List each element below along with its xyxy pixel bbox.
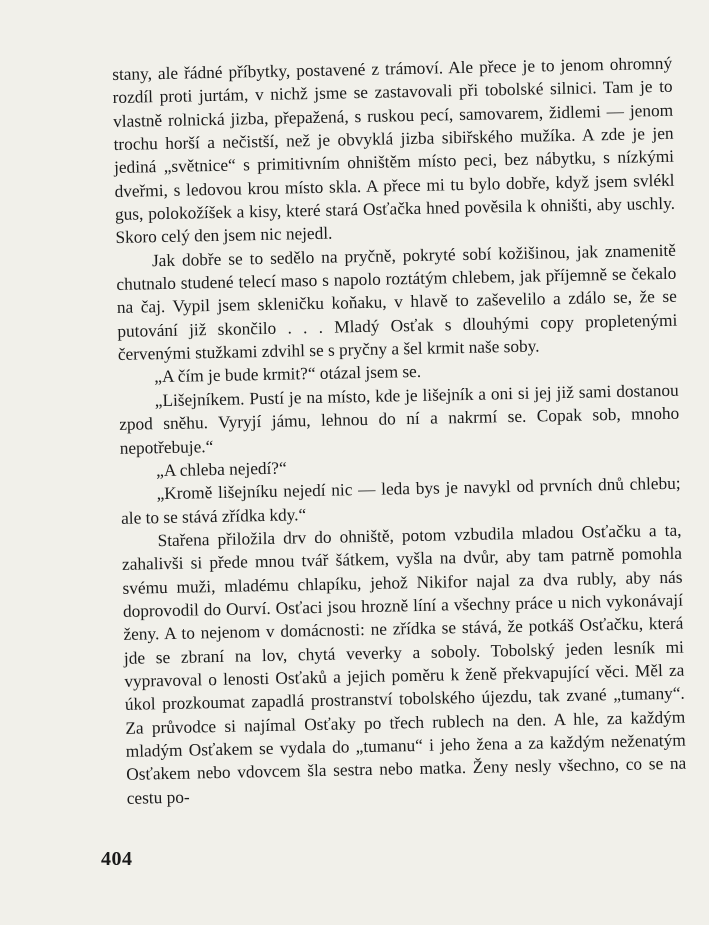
body-text	[112, 52, 687, 810]
paragraph-1: stany, ale řádné příbytky, postavené z trámoví. Ale přece je to jenom ohromný rozdíl proti jurtám, v nichž jsme se zastavovali při tobolské silnici. Tam je to vlastně rolnická jizba, přepažená, s ruskou pecí, samovarem, židlemi — jenom trochu horší a nečistší, než je obvyklá jizba sibiřského mužíka. A zde je jen jediná „světnice“ s primitivním ohništěm místo peci, bez nábytku, s nízkými dveřmi, s ledovou krou místo skla. A přece mi tu bylo dobře, když jsem svlékl gus, polokožíšek a kisy, které stará Osťačka hned pověsila k ohništi, aby uschly. Skoro celý den jsem nic nejedl.	[112, 53, 676, 248]
page-number: 404	[101, 848, 133, 870]
paragraph-5: „A chleba nejedí?“	[155, 458, 287, 481]
paragraph-6: „Kromě lišejníku nejedí nic — leda bys je navykl od prvních dnů chlebu; ale to se stává zřídka kdy.“	[120, 473, 681, 528]
paragraph-7: Stařena přiložila drv do ohniště, potom vzbudila mladou Osťačku a ta, zahalivši si předе mnou tvář šátkem, vyšla na dvůr, aby tam patrně pomohla svému muži, mladému chlapíku, jehož Nikifor najal za dva rubly, aby nás doprovodil do Ourví. Osťaci jsou hrozně líní a všechny práce u nich vykonávají ženy. A to nejenom v domácnosti: ne zřídka se stává, že potkáš Osťačku, která jde se zbraní na lov, chytá veverky a soboly. Tobolský jeden lesník mi vypravoval o lenosti Osťaků a jejich poměru k ženě překvapující věci. Měl za úkol prozkoumat zapadlá prostranství tobolského újezdu, tak zvané „tumany“. Za průvodce si najímal Osťaky po třech rublech na den. A hle, za každým mladým Osťakem se vydala do „tumanu“ i jeho žena a za každým neženatým Osťakem nebo vdovcem šla sestra nebo matka. Ženy nesly všechno, co se na cestu po-	[121, 520, 687, 808]
paragraph-4: „Lišejníkem. Pustí je na místo, kde je lišejník a oni si jej již sami dostanou zpod sněhu. Vyryjí jámu, lehnou do ní a nakrmí se. Copak sob, mnoho nepotřebuje.“	[119, 380, 680, 458]
paragraph-2: Jak dobře se to sedělo na pryčně, pokryté sobí kožišinou, jak znamenitě chutnalo studené telecí maso s napolo roztátým chlebem, jak příjemně se čekalo na čaj. Vypil jsem skleničku koňaku, v hlavě to zaševelilo a zdálo se, že se putování již skončilo . . . Mladý Osťak s dlouhými copy propletenými červenými stužkami zdvihl se s pryčny a šel krmit naše soby.	[116, 240, 678, 365]
paragraph-3: „A čím je bude krmit?“ otázal jsem se.	[154, 362, 422, 387]
